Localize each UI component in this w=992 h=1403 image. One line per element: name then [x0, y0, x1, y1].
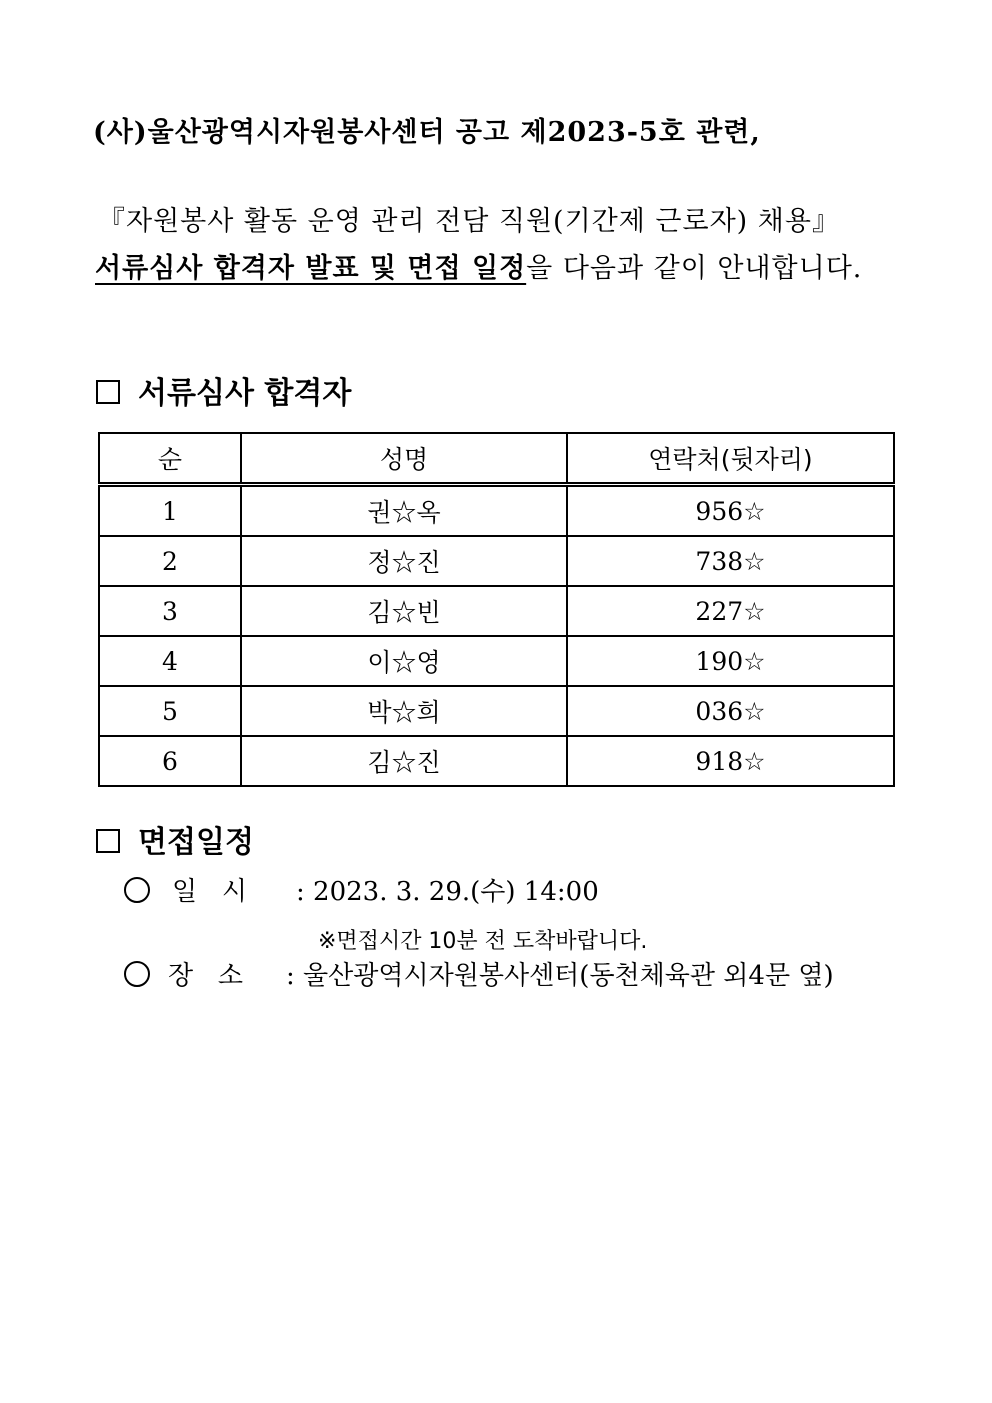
schedule-place-row: [124, 960, 924, 994]
cell-name: 박☆희: [241, 686, 567, 736]
cell-contact: 918☆: [567, 736, 894, 786]
column-header-name: 성명: [241, 433, 567, 485]
schedule-note: ※면접시간 10분 전 도착바랍니다.: [318, 929, 648, 954]
column-header-contact: 연락처(뒷자리): [567, 433, 894, 485]
table-row: [99, 686, 894, 736]
cell-contact: 036☆: [567, 686, 894, 736]
schedule-time-row: [124, 876, 824, 910]
section-heading-interview: [96, 825, 254, 861]
square-bullet-icon: [96, 380, 120, 404]
recruitment-title: 『자원봉사 활동 운영 관리 전담 직원(기간제 근로자) 채용』: [98, 206, 840, 237]
schedule-time-value: : 2023. 3. 29.(수) 14:00: [296, 877, 599, 907]
circle-bullet-icon: [124, 877, 150, 903]
notice-text: [95, 252, 862, 286]
cell-contact: 956☆: [567, 485, 894, 537]
cell-name: 권☆옥: [241, 485, 567, 537]
notice-rest: 을 다음과 같이 안내합니다.: [526, 253, 863, 284]
section-heading-label: 서류심사 합격자: [138, 376, 352, 411]
table-row: [99, 536, 894, 586]
cell-name: 정☆진: [241, 536, 567, 586]
intro-text: (사)울산광역시자원봉사센터 공고 제2023-5호 관련,: [93, 117, 761, 148]
passers-table: [98, 432, 895, 787]
section-heading-label: 면접일정: [138, 825, 254, 860]
cell-order: 6: [99, 736, 241, 786]
cell-contact: 738☆: [567, 536, 894, 586]
schedule-time-label: 일 시: [172, 877, 248, 907]
cell-name: 김☆진: [241, 736, 567, 786]
cell-name: 이☆영: [241, 636, 567, 686]
section-heading-passers: [96, 376, 351, 412]
cell-order: 2: [99, 536, 241, 586]
schedule-place-label: 장 소: [168, 961, 244, 991]
schedule-place-value: : 울산광역시자원봉사센터(동천체육관 외4문 옆): [286, 961, 834, 991]
cell-contact: 190☆: [567, 636, 894, 686]
cell-order: 4: [99, 636, 241, 686]
column-header-order: 순: [99, 433, 241, 485]
cell-order: 3: [99, 586, 241, 636]
cell-order: 5: [99, 686, 241, 736]
notice-emphasis: 서류심사 합격자 발표 및 면접 일정: [95, 253, 527, 284]
cell-order: 1: [99, 485, 241, 537]
table-row: [99, 636, 894, 686]
circle-bullet-icon: [124, 961, 150, 987]
square-bullet-icon: [96, 829, 120, 853]
table-row: [99, 485, 894, 537]
cell-name: 김☆빈: [241, 586, 567, 636]
cell-contact: 227☆: [567, 586, 894, 636]
table-header-row: [99, 433, 894, 485]
table-row: [99, 736, 894, 786]
table-row: [99, 586, 894, 636]
